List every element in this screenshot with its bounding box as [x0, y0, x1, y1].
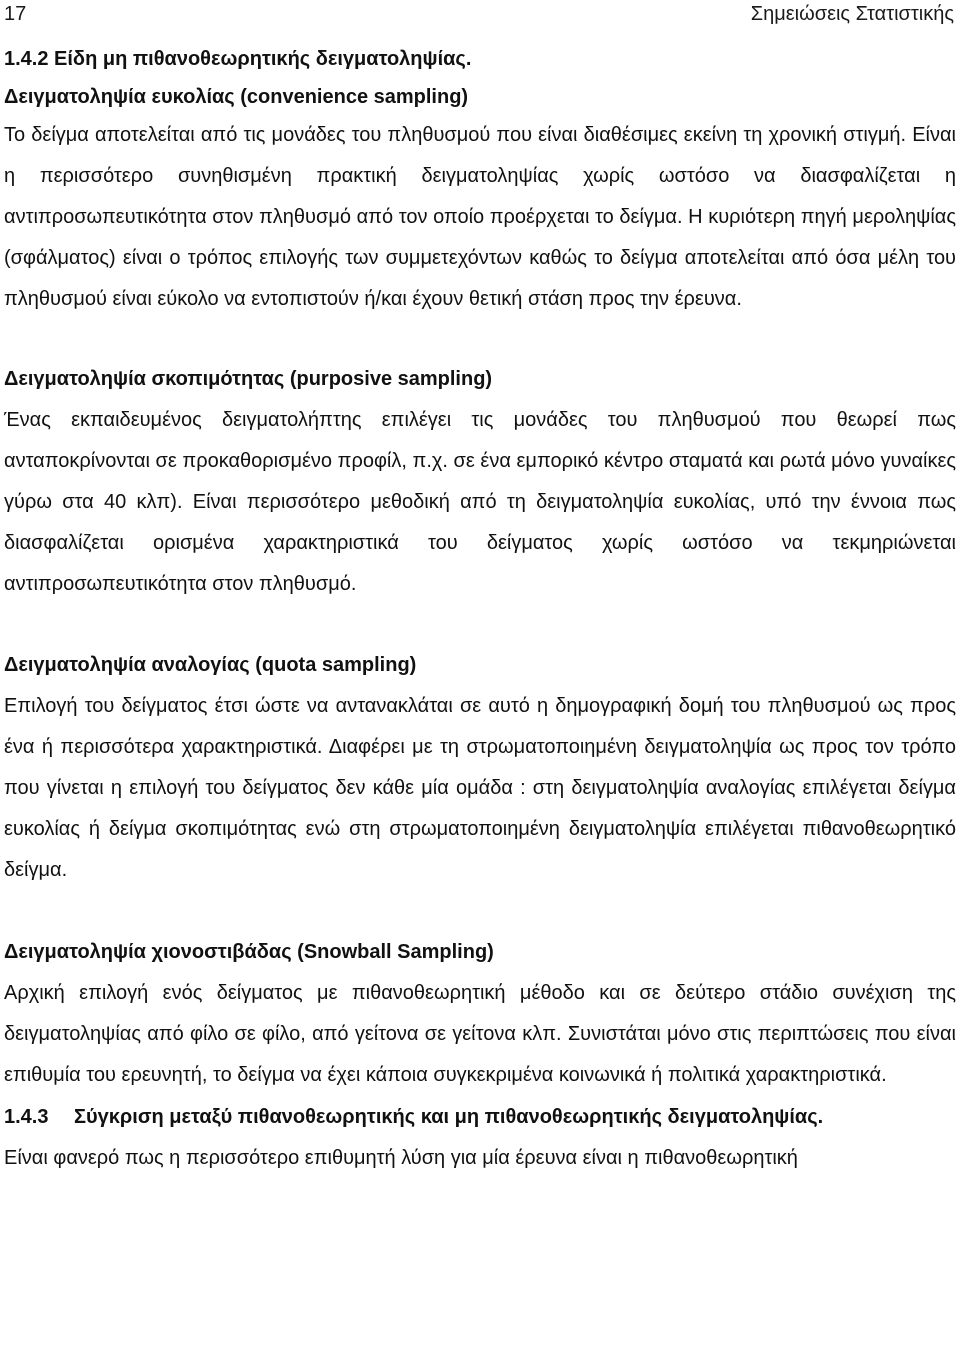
purposive-sampling-heading: Δειγματοληψία σκοπιμότητας (purposive sampling): [4, 368, 493, 390]
snowball-sampling-heading: Δειγματοληψία χιονοστιβάδας (Snowball Sampling): [4, 941, 494, 963]
quota-sampling-heading: Δειγματοληψία αναλογίας (quota sampling): [4, 654, 417, 676]
section-number: 1.4.3: [4, 1106, 49, 1128]
convenience-sampling-text: Το δείγμα αποτελείται από τις μονάδες του πληθυσμού που είναι διαθέσιμες εκείνη τη χρονική στιγμή. Είναι η περισσότερο συνηθισμένη πρακτική δειγματοληψίας χωρίς ωστόσο να διασφαλίζεται η αντιπροσωπευτικότητα στον πληθυσμό από τον οποίο προέρχεται το δείγμα. Η κυριότερη πηγή μεροληψίας (σφάλματος) είναι ο τρόπος επιλογής των συμμετεχόντων καθώς το δείγμα αποτελείται από όσα μέλη του πληθυσμού είναι εύκολο να εντοπιστούν ή/και έχουν θετική στάση προς την έρευνα.: [4, 124, 956, 310]
section-title: Σύγκριση μεταξύ πιθανοθεωρητικής και μη πιθανοθεωρητικής δειγματοληψίας.: [74, 1106, 824, 1128]
purposive-sampling-text: Ένας εκπαιδευμένος δειγματολήπτης επιλέγει τις μονάδες του πληθυσμού που θεωρεί πως ανταποκρίνονται σε προκαθορισμένο προφίλ, π.χ. σε ένα εμπορικό κέντρο σταματά και ρωτά μόνο γυναίκες γύρω στα 40 κλπ). Είναι περισσότερο μεθοδική από τη δειγματοληψία ευκολίας, υπό την έννοια πως διασφαλίζεται ορισμένα χαρακτηριστικά του δείγματος χωρίς ωστόσο να τεκμηριώνεται αντιπροσωπευτικότητα στον πληθυσμό.: [4, 409, 956, 595]
closing-text: Είναι φανερό πως η περισσότερο επιθυμητή λύση για μία έρευνα είναι η πιθανοθεωρητική: [4, 1147, 798, 1169]
spacer: [4, 320, 956, 358]
quota-sampling-text: Επιλογή του δείγματος έτσι ώστε να αντανακλάται σε αυτό η δημογραφική δομή του πληθυσμού ως προς ένα ή περισσότερα χαρακτηριστικά. Διαφέρει με τη στρωματοποιημένη δειγματοληψία ως προς τον τρόπο που γίνεται η επιλογή του δείγματος δεν κάθε μία ομάδα : στη δειγματοληψία αναλογίας επιλέγεται δείγμα ευκολίας ή δείγμα σκοπιμότητας ενώ στη στρωματοποιημένη δειγματοληψία επιλέγεται πιθανοθεωρητικό δείγμα.: [4, 695, 956, 881]
page-number: 17: [4, 3, 27, 25]
running-title: Σημειώσεις Στατιστικής: [750, 3, 954, 25]
section-heading-1-4-2: 1.4.2 Είδη μη πιθανοθεωρητικής δειγματοληψίας.: [4, 48, 472, 70]
snowball-sampling-text: Αρχική επιλογή ενός δείγματος με πιθανοθεωρητική μέθοδο και σε δεύτερο στάδιο συνέχιση της δειγματοληψίας από φίλο σε φίλο, από γείτονα σε γείτονα κλπ. Συνιστάται μόνο στις περιπτώσεις που είναι επιθυμία του ερευνητή, το δείγμα να έχει κάποια συγκεκριμένα κοινωνικά ή πολιτικά χαρακτηριστικά.: [4, 982, 956, 1086]
section-heading-1-4-3: [4, 1096, 956, 1138]
spacer: [4, 891, 956, 931]
spacer: [4, 605, 956, 644]
page-header: [4, 1, 956, 27]
convenience-sampling-heading: Δειγματοληψία ευκολίας (convenience sampling): [4, 86, 469, 108]
